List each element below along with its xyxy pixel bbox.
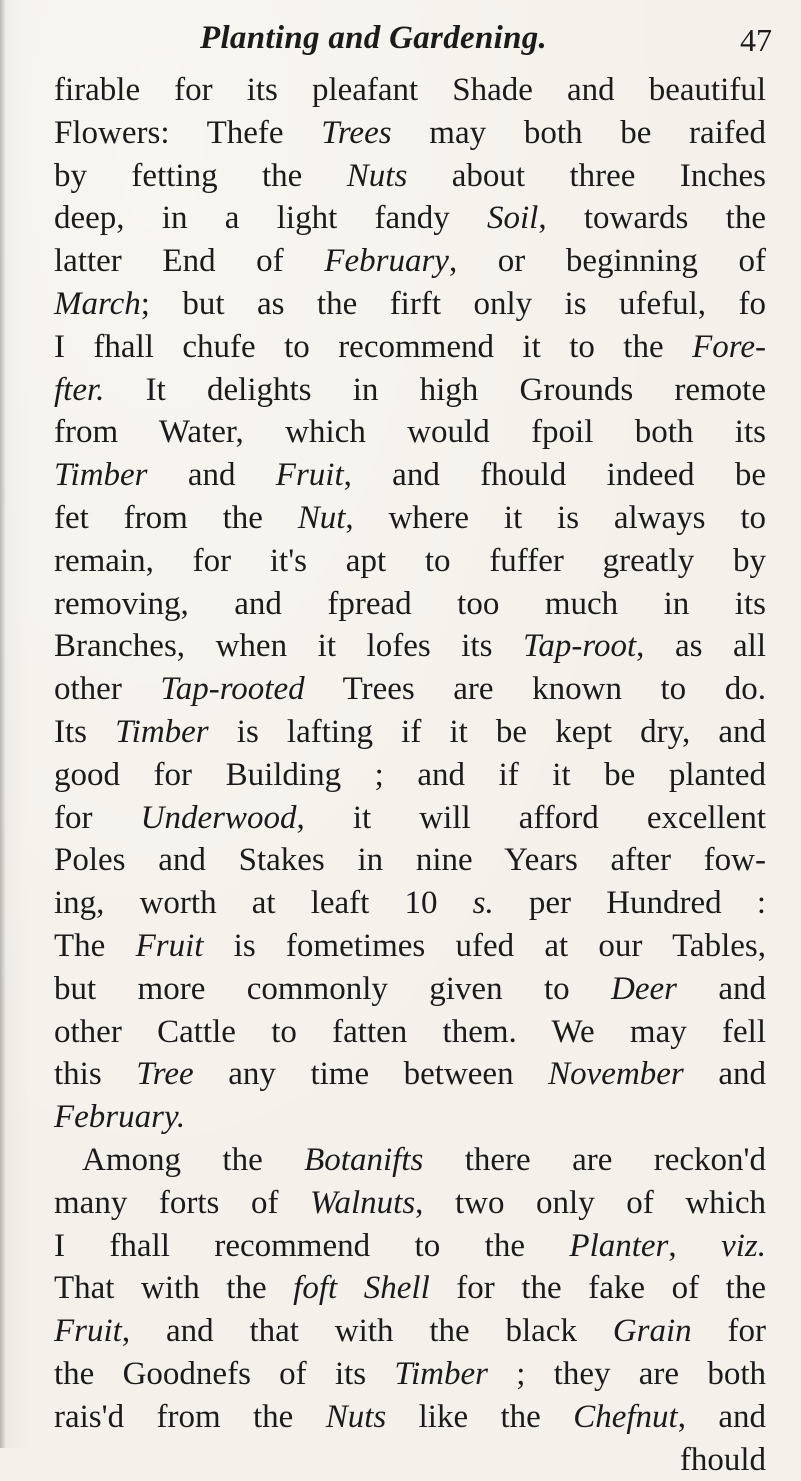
italic-word: Soil [487,200,538,236]
text-run: fhould [680,1442,766,1478]
text-run: Its [54,714,115,750]
italic-word: November [548,1056,684,1092]
text-run: other [54,671,160,707]
text-run: latter End of [54,243,324,279]
text-run: there are reckon'd [423,1142,766,1178]
text-run: many forts of [54,1185,310,1221]
text-run: , as all [636,628,766,664]
text-run: , where it is always to [345,500,766,536]
italic-word: Fruit [136,928,204,964]
text-run: , it will afford excellent [296,800,766,836]
text-run: about three Inches [407,158,766,194]
text-line [54,1396,766,1439]
text-line [54,283,766,326]
text-run: this [54,1056,136,1092]
text-run: rais'd from the [54,1399,326,1435]
text-line [54,711,766,754]
text-line [54,1310,766,1353]
text-line [54,1053,766,1096]
italic-word: Tree [136,1056,193,1092]
text-run: fet from the [54,500,298,536]
text-line [54,668,766,711]
text-line [54,326,766,369]
text-run: deep, in a light fandy [54,200,487,236]
text-line [54,112,766,155]
text-run: other Cattle to fatten them. We may fell [54,1014,766,1050]
text-run: Poles and Stakes in nine Years after fow- [54,842,766,878]
text-run: , [668,1228,721,1264]
italic-word: s. [473,885,494,921]
italic-word: Botanifts [304,1142,423,1178]
text-run: , and that with the black [122,1313,613,1349]
text-line [54,1267,766,1310]
text-run: remain, for it's apt to fuffer greatly by [54,543,766,579]
page-gutter-shadow [0,0,6,1448]
text-line [54,1439,766,1481]
text-run: the Goodnefs of its [54,1356,394,1392]
running-title: Planting and Gardening. [200,20,720,57]
text-run: per Hundred : [494,885,766,921]
italic-word: Deer [611,971,677,1007]
text-run: Flowers: Thefe [54,115,321,151]
text-run: ; they are both [488,1356,766,1392]
text-line [54,1011,766,1054]
text-line [54,1182,766,1225]
italic-word: Walnuts [310,1185,415,1221]
text-line [54,1225,766,1268]
text-run: Among the [82,1142,304,1178]
italic-word: viz. [721,1228,766,1264]
italic-word: Timber [394,1356,488,1392]
italic-word: Fruit [276,457,344,493]
italic-word: March [54,286,141,322]
text-run: , towards the [538,200,766,236]
italic-word: Tap-rooted [160,671,304,707]
text-run: firable for its pleafant Shade and beautiful [54,72,766,108]
italic-word: Underwood [141,800,297,836]
body-text [54,69,766,1481]
text-run: for [54,800,141,836]
text-line [54,155,766,198]
text-line [54,369,766,412]
text-run: from Water, which would fpoil both its [54,414,766,450]
text-run: It delights in high Grounds remote [104,372,766,408]
text-run: for the fake of the [430,1270,766,1306]
text-run: may both be raifed [392,115,766,151]
text-run: by fetting the [54,158,347,194]
text-run: , and fhould indeed be [344,457,766,493]
italic-word: fter. [54,372,104,408]
text-line [54,240,766,283]
text-line [54,540,766,583]
text-line [54,69,766,112]
text-run: , two only of which [415,1185,766,1221]
italic-word: Tap-root [523,628,636,664]
text-run: The [54,928,136,964]
text-line [54,1096,766,1139]
text-line [54,797,766,840]
italic-word: Nuts [347,158,408,194]
text-line [54,583,766,626]
italic-word: Timber [115,714,209,750]
text-run: ; but as the firft only is ufeful, fo [141,286,766,322]
text-run: good for Building ; and if it be planted [54,757,766,793]
text-run: and [677,971,766,1007]
text-line [54,411,766,454]
text-run: I fhall chufe to recommend it to the [54,329,692,365]
italic-word: Trees [321,115,391,151]
italic-word: February. [54,1099,185,1135]
text-line [54,925,766,968]
text-run: like the [386,1399,573,1435]
italic-word: Grain [613,1313,692,1349]
text-run: Branches, when it lofes its [54,628,523,664]
text-line [54,839,766,882]
text-run: ing, worth at leaft 10 [54,885,473,921]
text-line [54,454,766,497]
text-run: Trees are known to do. [305,671,766,707]
italic-word: February [324,243,449,279]
text-line [54,497,766,540]
text-line [54,625,766,668]
text-line [54,1139,766,1182]
text-run: and [148,457,276,493]
italic-word: Timber [54,457,148,493]
page-number: 47 [740,22,772,59]
italic-word: Nut [298,500,346,536]
italic-word: Chefnut [573,1399,678,1435]
italic-word: foft Shell [293,1270,430,1306]
text-run: removing, and fpread too much in its [54,586,766,622]
text-run: any time between [194,1056,548,1092]
text-run: I fhall recommend to the [54,1228,569,1264]
text-line [54,968,766,1011]
italic-word: Fruit [54,1313,122,1349]
text-line [54,882,766,925]
text-line [54,1353,766,1396]
text-run: , and [678,1399,766,1435]
text-run: is lafting if it be kept dry, and [209,714,766,750]
text-run: , or beginning of [449,243,766,279]
text-run: That with the [54,1270,293,1306]
italic-word: Nuts [326,1399,387,1435]
text-line [54,197,766,240]
text-run: and [684,1056,766,1092]
text-run: but more commonly given to [54,971,611,1007]
text-run: is fometimes ufed at our Tables, [203,928,766,964]
italic-word: Fore- [692,329,766,365]
italic-word: Planter [569,1228,668,1264]
text-line [54,754,766,797]
text-run: for [692,1313,766,1349]
